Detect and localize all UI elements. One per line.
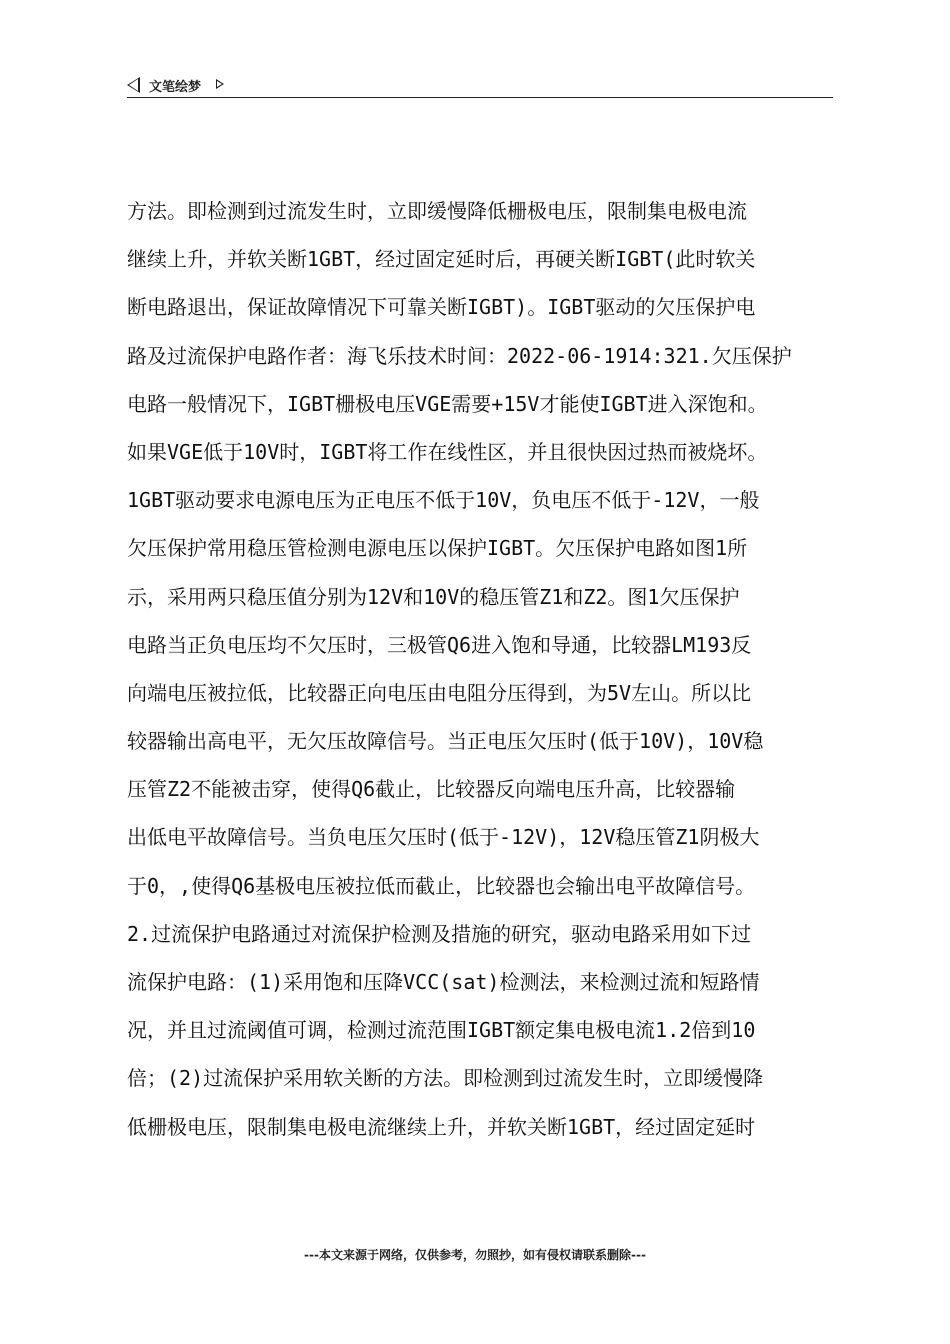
- text-line: 况，并且过流阈值可调，检测过流范围IGBT额定集电极电流1.2倍到10: [127, 1018, 756, 1043]
- header-brand: 文笔绘梦: [149, 80, 202, 95]
- text-line: 如果VGE低于10V时，IGBT将工作在线性区，并且很快因过热而被烧坏。: [127, 439, 768, 464]
- text-line: 于0，,使得Q6基极电压被拉低而截止，比较器也会输出电平故障信号。: [127, 873, 756, 898]
- text-line: 出低电平故障信号。当负电压欠压时(低于-12V)，12V稳压管Z1阴极大: [127, 825, 760, 850]
- text-line: 断电路退出，保证故障情况下可靠关断IGBT)。IGBT驱动的欠压保护电: [127, 295, 756, 320]
- text-line: 欠压保护常用稳压管检测电源电压以保护IGBT。欠压保护电路如图1所: [127, 536, 748, 561]
- text-line: 压管Z2不能被击穿，使得Q6截止，比较器反向端电压升高，比较器输: [127, 777, 736, 802]
- triangle-right-icon: [216, 79, 224, 89]
- text-line: 路及过流保护电路作者：海飞乐技术时间：2022-06-1914:321.欠压保护: [127, 343, 792, 368]
- text-line: 流保护电路：(1)采用饱和压降VCC(sat)检测法，来检测过流和短路情: [127, 970, 760, 994]
- body-text: [127, 187, 847, 1151]
- text-line: 电路当正负电压均不欠压时，三极管Q6进入饱和导通，比较器LM193反: [127, 632, 752, 657]
- page-footer: ---本文来源于网络，仅供参考，勿照抄，如有侵权请联系删除---: [304, 1248, 646, 1262]
- text-line: 2.过流保护电路通过对流保护检测及措施的研究，驱动电路采用如下过: [127, 921, 752, 946]
- text-line: 方法。即检测到过流发生时，立即缓慢降低栅极电压，限制集电极电流: [127, 199, 747, 223]
- text-line: 低栅极电压，限制集电极电流继续上升，并软关断1GBT，经过固定延时: [127, 1114, 756, 1139]
- text-line: 较器输出高电平，无欠压故障信号。当正电压欠压时(低于10V)，10V稳: [127, 729, 764, 754]
- text-line: 电路一般情况下，IGBT栅极电压VGE需要+15V才能使IGBT进入深饱和。: [127, 391, 768, 416]
- text-line: 继续上升，并软关断1GBT，经过固定延时后，再硬关断IGBT(此时软关: [127, 247, 756, 272]
- text-line: 向端电压被拉低，比较器正向电压由电阻分压得到，为5V左山。所以比: [127, 680, 752, 705]
- triangle-left-icon: [127, 77, 140, 93]
- header-divider: [127, 97, 833, 98]
- text-line: 倍；(2)过流保护采用软关断的方法。即检测到过流发生时，立即缓慢降: [127, 1066, 764, 1091]
- text-line: 1GBT驱动要求电源电压为正电压不低于10V，负电压不低于-12V，一般: [127, 488, 760, 513]
- text-line: 示，采用两只稳压值分别为12V和10V的稳压管Z1和Z2。图1欠压保护: [127, 584, 740, 609]
- page-header: [127, 74, 833, 98]
